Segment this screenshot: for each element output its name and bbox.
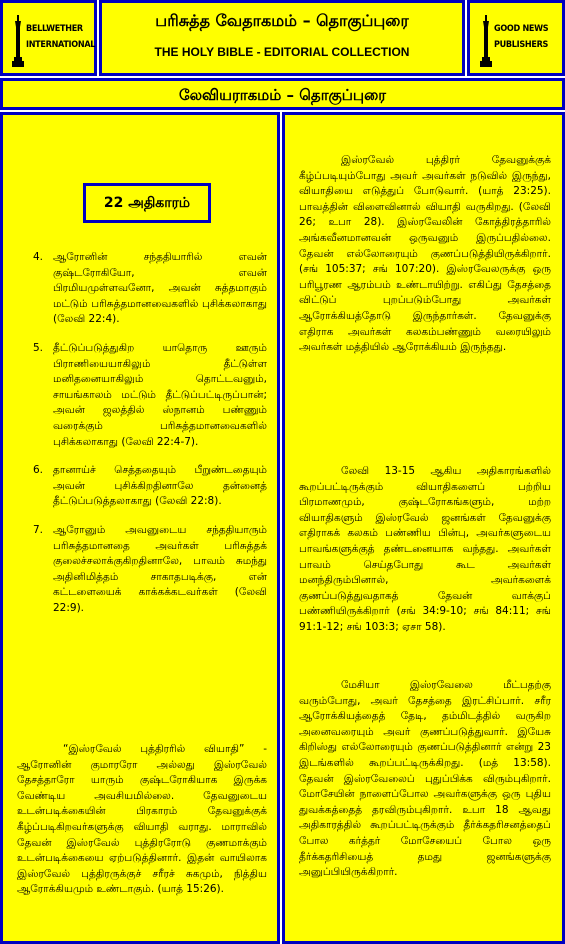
tower-icon xyxy=(480,15,492,67)
verse-number: 5. xyxy=(33,341,44,354)
chapter-title: 22 அதிகாரம் xyxy=(83,183,211,223)
verse-list xyxy=(17,250,267,629)
page-title-english: THE HOLY BIBLE - EDITORIAL COLLECTION xyxy=(154,45,410,59)
commentary-paragraph-3: மேசியா இஸ்ரவேலை மீட்பதற்கு வரும்போது, அவர் தேசத்தை இரட்சிப்பார். சரீர ஆரோக்கியத்தைத் தேடி, தம்மிடத்தில் வருகிற அனைவரையும் அவர் குணப்படுத்துவார். இயேசு கிறிஸ்து எல்லோரையும் குணப்படுத்தினார் என்று 23 இடங்களில் கூறப்பட்டிருக்கிறது. (மத் 13:58). தேவன் இஸ்ரவேலைப் புதுப்பிக்க விரும்புகிறார். மோசேயின் நாளைப்போல அவர்களுக்கு ஒரு புதிய துவக்கத்தைத் தரவிரும்புகிறார். உபா 18 ஆவது அதிகாரத்தில் கூறப்பட்டிருக்கும் தீர்க்கதரிசனத்தைப் போல கர்த்தர் மோசேயைப் போல ஒரு தீர்க்கதரிசியைத் தமது ஜனங்களுக்கு அனுப்பியிருக்கிறார். xyxy=(299,679,551,879)
verse-number: 7. xyxy=(33,523,44,536)
left-logo-panel xyxy=(0,0,97,76)
tower-icon xyxy=(12,15,24,67)
commentary-note: “இஸ்ரவேல் புத்திரரில் வியாதி” - ஆரோனின் குமாரரோ அல்லது இஸ்ரவேல் தேசத்தாரோ யாரும் குஷ்டரோகியாக இருக்க வேண்டிய அவசியமில்லை. தேவனுடைய உடன்படிக்கையின் பிரகாரம் தேவனுக்குக் கீழ்ப்படிகிறவர்களுக்கு வியாதி வராது. மாராவில் தேவன் இஸ்ரவேல் புத்திரரோடு குணமாக்கும் உடன்படிக்கையை ஏற்படுத்தினார். இதன் வாயிலாக இஸ்ரவேல் புத்திரருக்குச் சரீரச் சுகமும், நித்திய ஆரோக்கியமும் உண்டாகும். (யாத் 15:26). xyxy=(17,743,267,896)
verse-item xyxy=(17,341,267,450)
logo-line-2: INTERNATIONAL xyxy=(26,40,96,50)
verse-item xyxy=(17,250,267,328)
verse-number: 4. xyxy=(33,251,44,263)
logo-line-1: GOOD NEWS xyxy=(494,24,549,34)
commentary-paragraph-2: லேவி 13-15 ஆகிய அதிகாரங்களில் கூறப்பட்டிருக்கும் வியாதிகளைப் பற்றிய பிரமாணமும், குஷ்டரோகங்களும், மற்ற வியாதிகளும் இஸ்ரவேல் ஜனங்கள் தேவனுக்கு எதிராகக் கலகம் பண்ணிய பின்பு, அவர்களுடைய பாவங்களுக்குத் தண்டனையாக வந்தது. அவர்கள் பாவம் செய்தபோது கூட அவர்கள் மனந்திரும்பினால், அவர்களைக் குணப்படுத்துவதாகத் தேவன் வாக்குப் பண்ணியிருக்கிறார் (சங் 34:9-10; சங் 84:11; சங் 91:1-12; சங் 103:3; ஏசா 58). xyxy=(299,465,551,633)
verse-item xyxy=(17,523,267,617)
verse-text: தானாய்ச் செத்ததையும் பீறுண்டதையும் அவன் புசிக்கிறதினாலே தன்னைத் தீட்டுப்படுத்தலாகாது (லேவி 22:8). xyxy=(53,464,267,508)
right-column xyxy=(282,112,565,944)
right-logo-panel xyxy=(467,0,565,76)
commentary-paragraph-1: இஸ்ரவேல் புத்திரர் தேவனுக்குக் கீழ்ப்படியும்போது அவர் அவர்கள் நடுவில் இருந்து, வியாதியை எடுத்துப் போடுவார். (யாத் 23:25). பாவத்தின் விளைவினால் வியாதி வருகிறது. (லேவி 26; உபா 28). இஸ்ரவேலின் கோத்திரத்தாரில் அங்கவீனமானவன் ஒருவனும் இருப்பதில்லை. தேவன் எல்லோரையும் குணப்படுத்தியிருக்கிறார். (சங் 105:37; சங் 107:20). இஸ்ரவேலருக்கு ஒரு பரிபூரண ஆரம்பம் உண்டாயிற்று. எகிப்து தேசத்தை விட்டுப் புறப்படும்போது அவர்கள் ஆரோக்கியத்தோடு இருந்தார்கள். தேவனுக்கு எதிராக அவர்கள் கலகம்பண்ணும் வரையிலும் அவர்கள் மத்தியில் ஆரோக்கியம் இருந்தது. xyxy=(299,154,551,354)
bellwether-logo xyxy=(6,11,94,71)
verse-item xyxy=(17,463,267,510)
title-panel xyxy=(99,0,465,76)
page-title-tamil: பரிசுத்த வேதாகமம் – தொகுப்புரை xyxy=(155,11,409,30)
verse-text: தீட்டுப்படுத்துகிற யாதொரு ஊரும் பிராணியையாகிலும் தீட்டுள்ள மனிதனையாகிலும் தொட்டவனும், சாயங்காலம் மட்டும் தீட்டுப்பட்டிருப்பான்; அவன் ஜலத்தில் ஸ்நானம் பண்ணும் வரைக்கும் பரிசுத்தமானவைகளில் புசிக்கலாகாது (லேவி 22:4-7). xyxy=(53,341,267,448)
verse-number: 6. xyxy=(33,464,44,477)
logo-line-2: PUBLISHERS xyxy=(494,40,549,50)
subtitle-bar xyxy=(0,78,565,110)
logo-line-1: BELLWETHER xyxy=(26,24,83,34)
verse-text: ஆரோனின் சந்ததியாரில் எவன் குஷ்டரோகியோ, எவன் பிரமியமுள்ளவனோ, அவன் சுத்தமாகும் மட்டும் பரிசுத்தமானவைகளில் புசிக்கலாகாது (லேவி 22:4). xyxy=(53,251,267,326)
good-news-logo xyxy=(474,11,562,71)
verse-text: ஆரோனும் அவனுடைய சந்ததியாரும் பரிசுத்தமானதை அவர்கள் பரிசுத்தக் குலைச்சலாக்குகிறதினாலே, பாவம் சுமந்து அதினிமித்தம் சாகாதபடிக்கு, என் கட்டளையைக் காக்கக்கடவர்கள் (லேவி 22:9). xyxy=(53,523,267,614)
left-column xyxy=(0,112,280,944)
book-subtitle: லேவியராகமம் – தொகுப்புரை xyxy=(178,86,387,104)
